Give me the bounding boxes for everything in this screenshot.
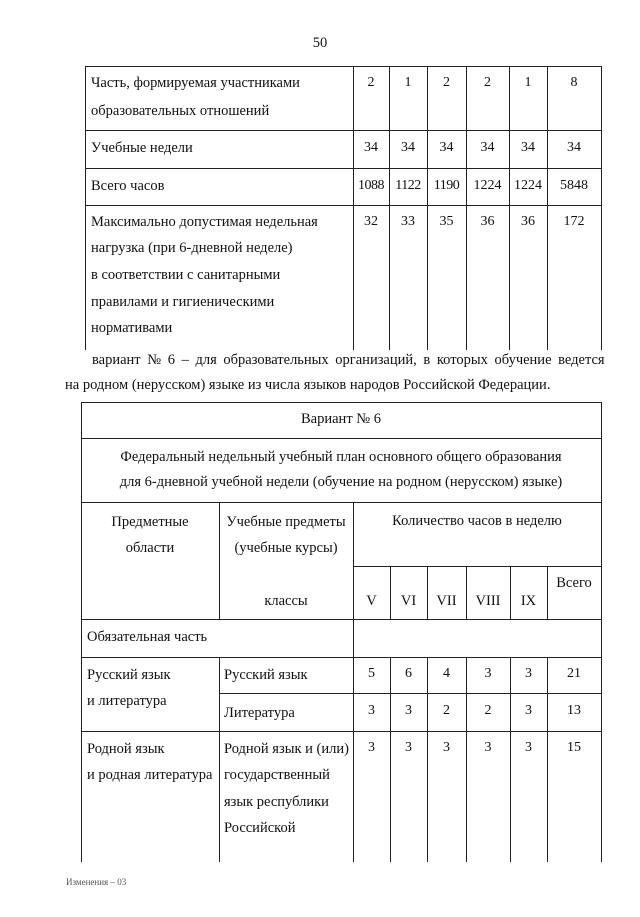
header-subjects: Учебные предметы bbox=[226, 514, 346, 530]
paragraph-line: на родном (нерусском) языке из числа языков народов Российской Федерации. bbox=[65, 377, 551, 393]
header-hours: Количество часов в неделю bbox=[392, 513, 562, 529]
row-label: Всего часов bbox=[91, 178, 165, 194]
cell-value: 34 bbox=[480, 140, 495, 155]
area-label: и родная литература bbox=[87, 767, 213, 783]
cell-value: 6 bbox=[405, 666, 412, 681]
cell-value: 34 bbox=[364, 140, 378, 155]
cell-value: 34 bbox=[439, 140, 454, 155]
paragraph-line: вариант № 6 – для образовательных организаций, в которых обучение ведется bbox=[92, 352, 605, 368]
cell-value: 2 bbox=[367, 75, 375, 90]
grade-label: VI bbox=[400, 593, 417, 609]
header-areas: области bbox=[125, 540, 175, 556]
cell-value: 15 bbox=[567, 740, 581, 755]
table-title: Вариант № 6 bbox=[301, 411, 381, 427]
grade-label: VII bbox=[436, 593, 457, 609]
header-classes-label: классы bbox=[264, 593, 308, 609]
row-label: в соответствии с санитарными bbox=[91, 267, 281, 283]
grade-label: IX bbox=[520, 593, 537, 609]
footer-note: Изменения – 03 bbox=[66, 877, 127, 887]
cell-value: 32 bbox=[364, 214, 378, 229]
cell-value: 3 bbox=[368, 703, 375, 718]
cell-value: 3 bbox=[405, 703, 412, 718]
cell-value: 13 bbox=[567, 703, 581, 718]
cell-value: 1088 bbox=[358, 178, 384, 193]
section-label: Обязательная часть bbox=[87, 629, 208, 645]
grade-label: VIII bbox=[475, 593, 501, 609]
cell-value: 1224 bbox=[473, 178, 502, 193]
subject-label: государственный bbox=[224, 767, 330, 783]
cell-value: 1 bbox=[404, 75, 412, 90]
cell-value: 4 bbox=[443, 666, 450, 681]
subject-label: язык республики bbox=[224, 794, 329, 810]
cell-value: 5 bbox=[368, 666, 375, 681]
cell-value: 1122 bbox=[395, 178, 421, 193]
cell-value: 35 bbox=[439, 214, 454, 229]
cell-value: 2 bbox=[443, 75, 450, 90]
row-label: образовательных отношений bbox=[91, 103, 270, 119]
cell-value: 36 bbox=[521, 214, 535, 229]
cell-value: 3 bbox=[443, 740, 450, 755]
cell-value: 1224 bbox=[514, 178, 542, 193]
area-label: Родной язык bbox=[87, 741, 165, 757]
row-label: Учебные недели bbox=[91, 140, 193, 156]
cell-value: 3 bbox=[484, 740, 492, 755]
total-label: Всего bbox=[556, 575, 592, 591]
area-label: и литература bbox=[87, 693, 167, 709]
table-subtitle: Федеральный недельный учебный план основного общего образования bbox=[120, 449, 562, 465]
cell-value: 33 bbox=[401, 214, 415, 229]
cell-value: 2 bbox=[443, 703, 450, 718]
cell-value: 21 bbox=[567, 666, 581, 681]
table-subtitle: для 6-дневной учебной недели (обучение на родном (нерусском) языке) bbox=[119, 474, 563, 490]
cell-value: 34 bbox=[401, 140, 415, 155]
subject-label: Русский язык bbox=[224, 667, 308, 683]
cell-value: 3 bbox=[484, 666, 492, 681]
cell-value: 2 bbox=[484, 703, 492, 718]
header-areas: Предметные bbox=[111, 514, 189, 530]
cell-value: 34 bbox=[567, 140, 581, 155]
cell-value: 3 bbox=[368, 740, 375, 755]
row-label: нагрузка (при 6-дневной неделе) bbox=[91, 240, 293, 256]
cell-value: 36 bbox=[480, 214, 495, 229]
cell-value: 8 bbox=[570, 75, 578, 90]
subject-label: Родной язык и (или) bbox=[224, 741, 349, 757]
cell-value: 3 bbox=[525, 703, 532, 718]
cell-value: 1190 bbox=[433, 178, 460, 193]
cell-value: 172 bbox=[563, 214, 585, 229]
cell-value: 2 bbox=[484, 75, 491, 90]
page-number: 50 bbox=[312, 35, 328, 51]
grade-label: V bbox=[366, 593, 377, 609]
cell-value: 1 bbox=[524, 75, 532, 90]
header-subjects: (учебные курсы) bbox=[234, 540, 338, 556]
row-label: Часть, формируемая участниками bbox=[91, 75, 300, 91]
subject-label: Российской bbox=[224, 820, 296, 836]
cell-value: 34 bbox=[521, 140, 535, 155]
subject-label: Литература bbox=[224, 705, 295, 721]
cell-value: 5848 bbox=[560, 178, 588, 193]
row-label: правилами и гигиеническими bbox=[91, 294, 275, 310]
row-label: Максимально допустимая недельная bbox=[91, 214, 318, 230]
row-label: нормативами bbox=[91, 320, 173, 336]
area-label: Русский язык bbox=[87, 667, 171, 683]
cell-value: 3 bbox=[525, 740, 532, 755]
cell-value: 3 bbox=[405, 740, 412, 755]
cell-value: 3 bbox=[525, 666, 532, 681]
